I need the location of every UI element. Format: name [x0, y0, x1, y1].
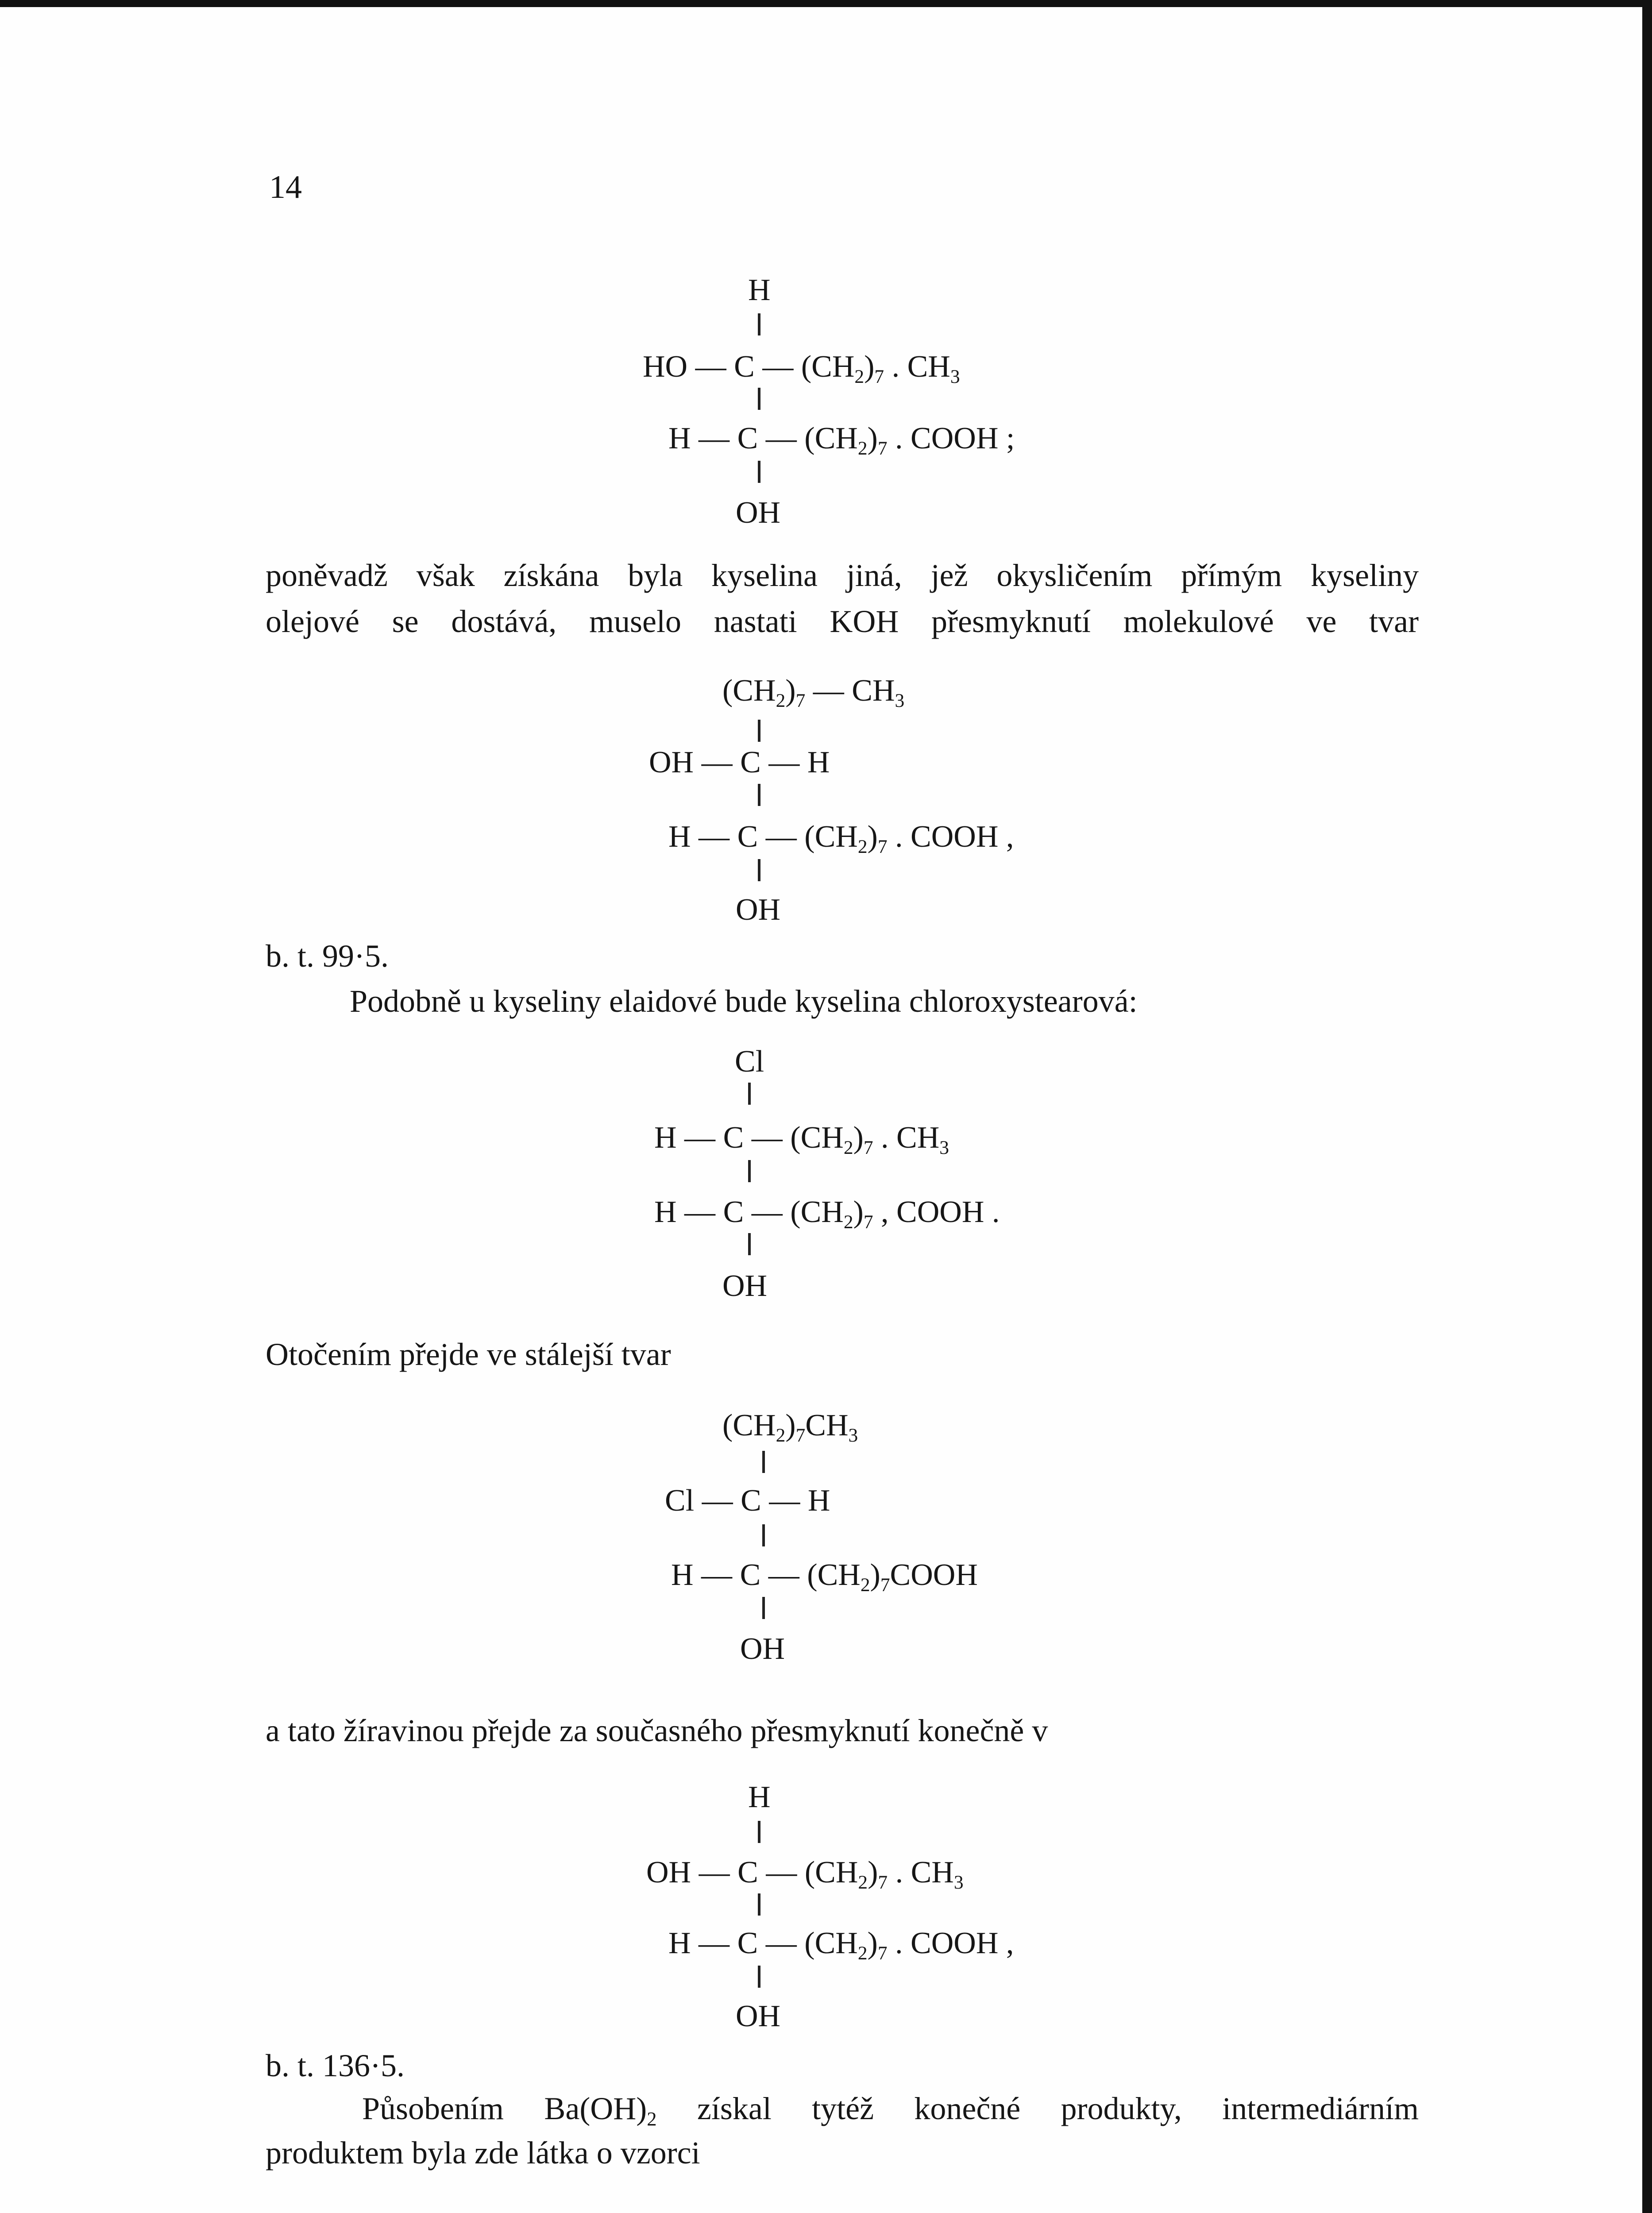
- formula-1-bond-top: [758, 313, 760, 335]
- formula-2-top: (CH2)7 — CH3: [722, 674, 905, 711]
- boiling-point-1: b. t. 99·5.: [266, 938, 389, 974]
- formula-2-bond-top: [758, 720, 760, 742]
- paragraph-1-line-2: olejové se dostává, muselo nastati KOH přesmyknutí molekulové ve tvar: [266, 604, 1419, 639]
- formula-5-bond-middle: [758, 1893, 760, 1916]
- formula-3-row-2: H — C — (CH2)7 , COOH .: [654, 1195, 1000, 1233]
- formula-1-bond-bottom: [758, 461, 760, 483]
- formula-3-bond-top: [748, 1083, 751, 1105]
- formula-3-bottom: OH: [722, 1269, 768, 1303]
- formula-3-row-1: H — C — (CH2)7 . CH3: [654, 1121, 949, 1158]
- paragraph-5-line-2: produktem byla zde látka o vzorci: [266, 2135, 700, 2171]
- formula-1-row-2: H — C — (CH2)7 . COOH ;: [668, 421, 1015, 459]
- formula-4-top: (CH2)7CH3: [722, 1408, 858, 1446]
- formula-5-bond-top: [758, 1821, 760, 1843]
- paragraph-2: Podobně u kyseliny elaidové bude kyselina chloroxystearová:: [350, 983, 1138, 1019]
- paragraph-5-line-1: Působením Ba(OH)2 získal tytéž konečné produkty, intermediárním: [362, 2091, 1419, 2130]
- formula-2-row-1: OH — C — H: [649, 745, 830, 779]
- formula-1-bond-middle: [758, 388, 760, 410]
- formula-2-bond-bottom: [758, 859, 760, 881]
- formula-4-bond-top: [762, 1451, 765, 1473]
- formula-3-bond-middle: [748, 1160, 751, 1182]
- paragraph-1-line-1: poněvadž však získána byla kyselina jiná, jež okysličením přímým kyseliny: [266, 558, 1419, 593]
- formula-3-top: Cl: [735, 1045, 764, 1079]
- formula-1-row-1: HO — C — (CH2)7 . CH3: [643, 350, 960, 387]
- formula-1-bottom: OH: [736, 496, 781, 530]
- formula-2-bond-middle: [758, 784, 760, 806]
- page-number: 14: [269, 169, 302, 205]
- formula-4-row-1: Cl — C — H: [665, 1484, 830, 1518]
- formula-4-bond-bottom: [762, 1597, 765, 1619]
- formula-5-bond-bottom: [758, 1966, 760, 1988]
- formula-4-row-2: H — C — (CH2)7COOH: [671, 1558, 978, 1596]
- formula-5-row-1: OH — C — (CH2)7 . CH3: [646, 1855, 964, 1893]
- paragraph-4: a tato žíravinou přejde za současného přesmyknutí konečně v: [266, 1713, 1048, 1748]
- formula-2-bottom: OH: [736, 893, 781, 927]
- boiling-point-2: b. t. 136·5.: [266, 2048, 405, 2083]
- formula-3-bond-bottom: [748, 1233, 751, 1255]
- formula-5-bottom: OH: [736, 1999, 781, 2033]
- formula-4-bond-middle: [762, 1524, 765, 1546]
- formula-5-row-2: H — C — (CH2)7 . COOH ,: [668, 1926, 1014, 1964]
- formula-4-bottom: OH: [740, 1632, 785, 1666]
- formula-2-row-2: H — C — (CH2)7 . COOH ,: [668, 820, 1014, 857]
- paragraph-3: Otočením přejde ve stálejší tvar: [266, 1337, 671, 1372]
- formula-1-top: H: [748, 273, 771, 307]
- formula-5-top: H: [748, 1780, 771, 1814]
